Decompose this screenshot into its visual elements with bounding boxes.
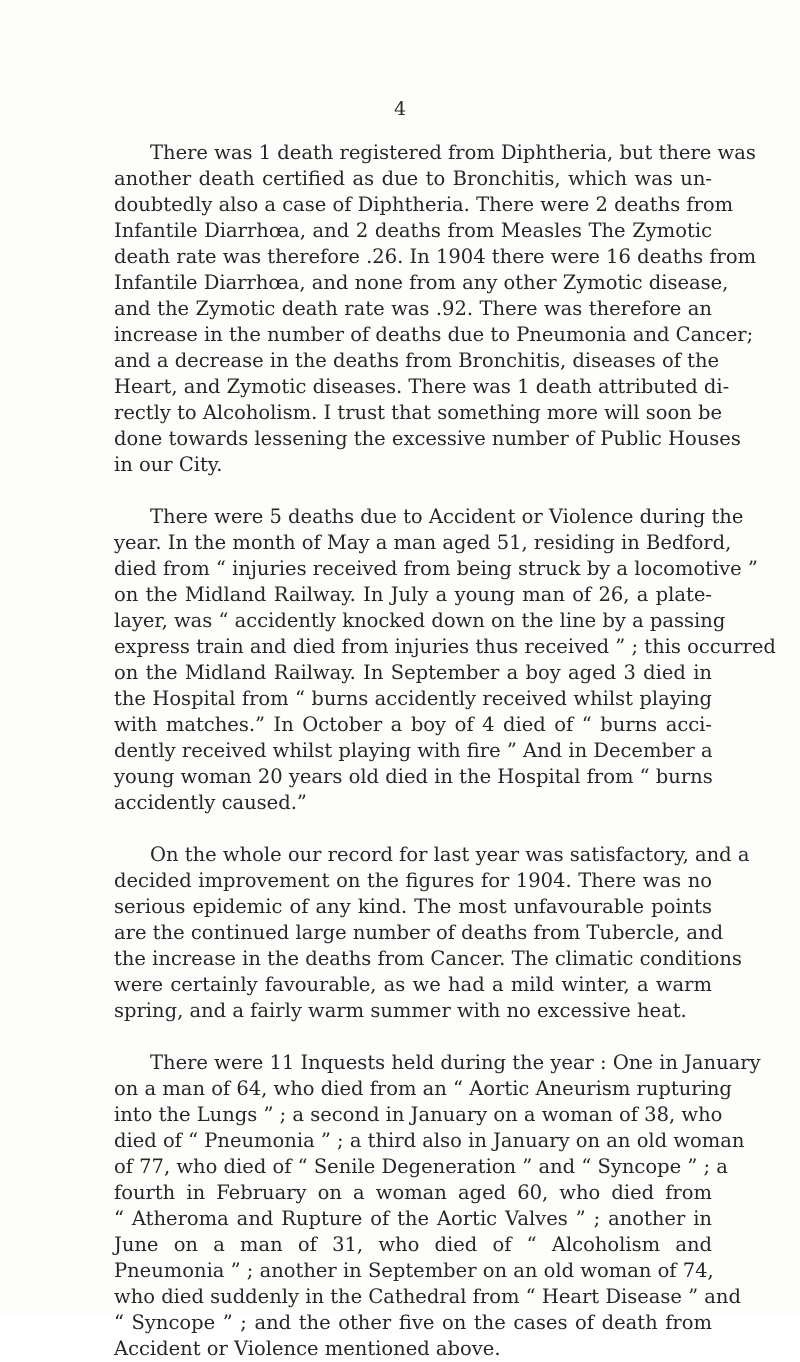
- text-line: are the continued large number of deaths from Tubercle, and: [114, 921, 724, 944]
- text-line: into the Lungs ” ; a second in January on a woman of 38, who: [114, 1103, 723, 1126]
- text-line: were certainly favourable, as we had a mild winter, a warm: [114, 973, 712, 996]
- paragraph-annual-summary: [82, 842, 750, 1024]
- text-line: year. In the month of May a man aged 51, residing in Bedford,: [114, 531, 732, 554]
- text-line: Accident or Violence mentioned above.: [114, 1337, 501, 1360]
- paragraph-diphtheria-zymotic: [82, 140, 757, 478]
- text-line: on the Midland Railway. In September a boy aged 3 died in: [114, 661, 712, 684]
- text-line: doubtedly also a case of Diphtheria. There were 2 deaths from: [114, 193, 734, 216]
- page-number: 4: [393, 98, 407, 120]
- text-line: “ Syncope ” ; and the other five on the cases of death from: [114, 1311, 712, 1334]
- text-line: the Hospital from “ burns accidently received whilst playing: [114, 687, 712, 710]
- text-line: on the Midland Railway. In July a young man of 26, a plate-: [114, 583, 712, 606]
- text-line: on a man of 64, who died from an “ Aortic Aneurism rupturing: [114, 1077, 732, 1100]
- text-line: rectly to Alcoholism. I trust that something more will soon be: [114, 401, 723, 424]
- text-line: dently received whilst playing with fire ” And in December a: [114, 739, 713, 762]
- text-line: who died suddenly in the Cathedral from “ Heart Disease ” and: [114, 1285, 741, 1308]
- text-line: increase in the number of deaths due to Pneumonia and Cancer;: [114, 323, 754, 346]
- text-line: fourth in February on a woman aged 60, who died from: [114, 1181, 712, 1204]
- text-line: layer, was “ accidently knocked down on the line by a passing: [114, 609, 726, 632]
- text-line: accidently caused.”: [114, 791, 307, 814]
- text-line: and the Zymotic death rate was .92. There was therefore an: [114, 297, 712, 320]
- text-line: express train and died from injuries thus received ” ; this occurred: [114, 635, 776, 658]
- text-line: done towards lessening the excessive number of Public Houses: [114, 427, 741, 450]
- text-line: and a decrease in the deaths from Bronchitis, diseases of the: [114, 349, 720, 372]
- text-line: young woman 20 years old died in the Hospital from “ burns: [114, 765, 713, 788]
- text-line: another death certified as due to Bronchitis, which was un-: [114, 167, 712, 190]
- text-line: Heart, and Zymotic diseases. There was 1 death attributed di-: [114, 375, 730, 398]
- paragraph-inquests: [82, 1050, 761, 1362]
- text-line: serious epidemic of any kind. The most unfavourable points: [114, 895, 712, 918]
- text-line: There was 1 death registered from Diphtheria, but there was: [150, 141, 756, 164]
- text-line: “ Atheroma and Rupture of the Aortic Valves ” ; another in: [114, 1207, 712, 1230]
- text-line: Infantile Diarrhœa, and none from any other Zymotic disease,: [114, 271, 729, 294]
- text-line: of 77, who died of “ Senile Degeneration ” and “ Syncope ” ; a: [114, 1155, 728, 1178]
- text-line: decided improvement on the figures for 1904. There was no: [114, 869, 712, 892]
- text-line: in our City.: [114, 453, 223, 476]
- text-line: There were 5 deaths due to Accident or Violence during the: [150, 505, 744, 528]
- text-line: died of “ Pneumonia ” ; a third also in January on an old woman: [114, 1129, 745, 1152]
- text-line: spring, and a fairly warm summer with no excessive heat.: [114, 999, 687, 1022]
- body-text: [82, 140, 776, 1362]
- text-line: Pneumonia ” ; another in September on an old woman of 74,: [114, 1259, 714, 1282]
- text-line: the increase in the deaths from Cancer. The climatic conditions: [114, 947, 742, 970]
- paragraph-accidents-violence: [82, 504, 776, 816]
- text-line: June on a man of 31, who died of “ Alcoholism and: [114, 1233, 712, 1256]
- text-line: death rate was therefore .26. In 1904 there were 16 deaths from: [114, 245, 757, 268]
- text-line: died from “ injuries received from being struck by a locomotive ”: [114, 557, 758, 580]
- text-line: There were 11 Inquests held during the year : One in January: [150, 1051, 761, 1074]
- text-line: On the whole our record for last year was satisfactory, and a: [150, 843, 750, 866]
- text-line: Infantile Diarrhœa, and 2 deaths from Measles The Zymotic: [114, 219, 712, 242]
- text-line: with matches.” In October a boy of 4 died of “ burns acci-: [114, 713, 712, 736]
